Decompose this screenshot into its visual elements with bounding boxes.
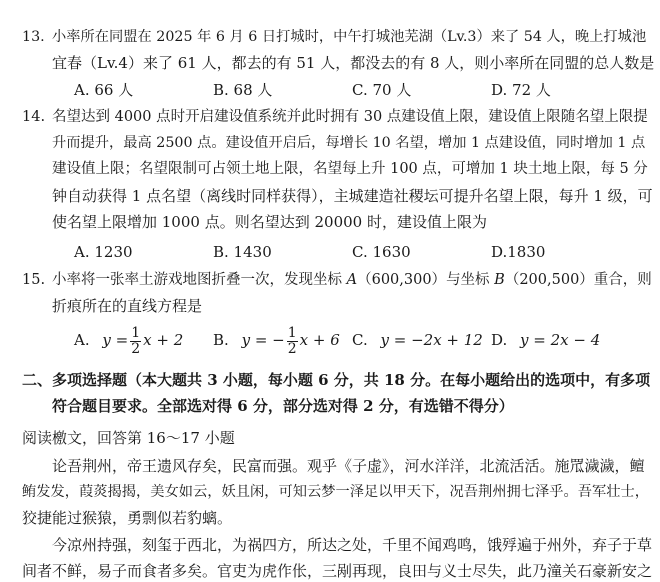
passage-p2-line-1: 今凉州持强，刻玺于西北，为祸四方，所达之处，千里不闻鸡鸣，饿殍遍于州外，弃子于草: [52, 536, 653, 554]
point-a-label: A: [346, 272, 358, 288]
q13-option-a[interactable]: A. 66 人: [74, 81, 134, 99]
q14-option-b[interactable]: B. 1430: [213, 243, 272, 261]
q14-option-c[interactable]: C. 1630: [352, 243, 411, 261]
reading-intro: 阅读檄文，回答第 16～17 小题: [22, 429, 235, 447]
passage-p1-line-1: 论吾荆州，帝王遗风存矣，民富而强。观乎《子虚》，河水洋洋，北流活活。施罛濊濊，鳣: [52, 457, 645, 475]
passage-p1-line-2: 鲔发发，葭菼揭揭，美女如云，妖且闲，可知云梦一泽足以甲天下，况吾荆州拥七泽乎。吾军壮士，: [22, 484, 650, 500]
q15-option-a[interactable]: A. y = $\frac{1}{2}$ x + 2: [74, 324, 184, 357]
q13-option-b[interactable]: B. 68 人: [213, 81, 273, 99]
q13-line-2: 宜春（Lv.4）来了 61 人，都去的有 51 人，都没去的有 8 人，则小率所在同盟的总人数是: [52, 54, 655, 72]
fraction-one-half: $\frac{1}{2}$: [287, 324, 297, 357]
q14-line-5: 使名望上限增加 1000 点。则名望达到 20000 时，建设值上限为: [52, 213, 487, 231]
q13-number: 13.: [22, 29, 45, 45]
q14-line-2: 升而提升，最高 2500 点。建设值开启后，每增长 10 名望，增加 1 点建设值，同时增加 1 点: [52, 135, 646, 151]
q15-option-b[interactable]: B. y = − $\frac{1}{2}$ x + 6: [213, 324, 340, 357]
q15-number: 15.: [22, 272, 46, 288]
point-b-label: B: [494, 272, 505, 288]
q13-option-d[interactable]: D. 72 人: [491, 81, 551, 99]
section-2-heading-line-1: 二、多项选择题（本大题共 3 小题，每小题 6 分，共 18 分。在每小题给出的选项中，有多项: [22, 371, 651, 389]
passage-p2-line-2: 间者不鲜，易子而食者多矣。官吏为虎作伥，三剐再现，良田与义士尽失，此乃潼关石豪新安之: [22, 562, 653, 580]
q15-option-d[interactable]: D. y = 2x − 4: [491, 331, 601, 349]
q13-option-c[interactable]: C. 70 人: [352, 81, 412, 99]
q14-line-3: 建设值上限；名望限制可占领土地上限，名望每上升 100 点，可增加 1 块土地上限，每 5 分: [52, 161, 648, 177]
q14-line-4: 钟自动获得 1 点名望（离线时同样获得），主城建造社稷坛可提升名望上限，每升 1 级，可: [52, 187, 653, 205]
q15-line-2: 折痕所在的直线方程是: [52, 297, 203, 315]
section-2-heading-line-2: 符合题目要求。全部选对得 6 分，部分选对得 2 分，有选错不得分）: [52, 397, 514, 415]
q15-line-1: 15. 小率将一张率土游戏地图折叠一次，发现坐标 A（600,300）与坐标 B（200,500）重合，则: [22, 272, 652, 288]
fraction-one-half: $\frac{1}{2}$: [131, 324, 141, 357]
q14-number: 14.: [22, 109, 46, 125]
passage-p1-line-3: 狡捷能过猴猿，勇剽似若豹螭。: [22, 509, 233, 527]
q14-option-a[interactable]: A. 1230: [74, 243, 133, 261]
q14-line-1: 14. 名望达到 4000 点时开启建设值系统并此时拥有 30 点建设值上限，建设值上限随名望上限提: [22, 109, 648, 125]
q14-option-d[interactable]: D.1830: [491, 243, 546, 261]
q13-line-1: 13. 小率所在同盟在 2025 年 6 月 6 日打城时，中午打城池芜湖（Lv.3）来了 54 人，晚上打城池: [22, 29, 647, 45]
q15-option-c[interactable]: C. y = −2x + 12: [352, 331, 483, 349]
